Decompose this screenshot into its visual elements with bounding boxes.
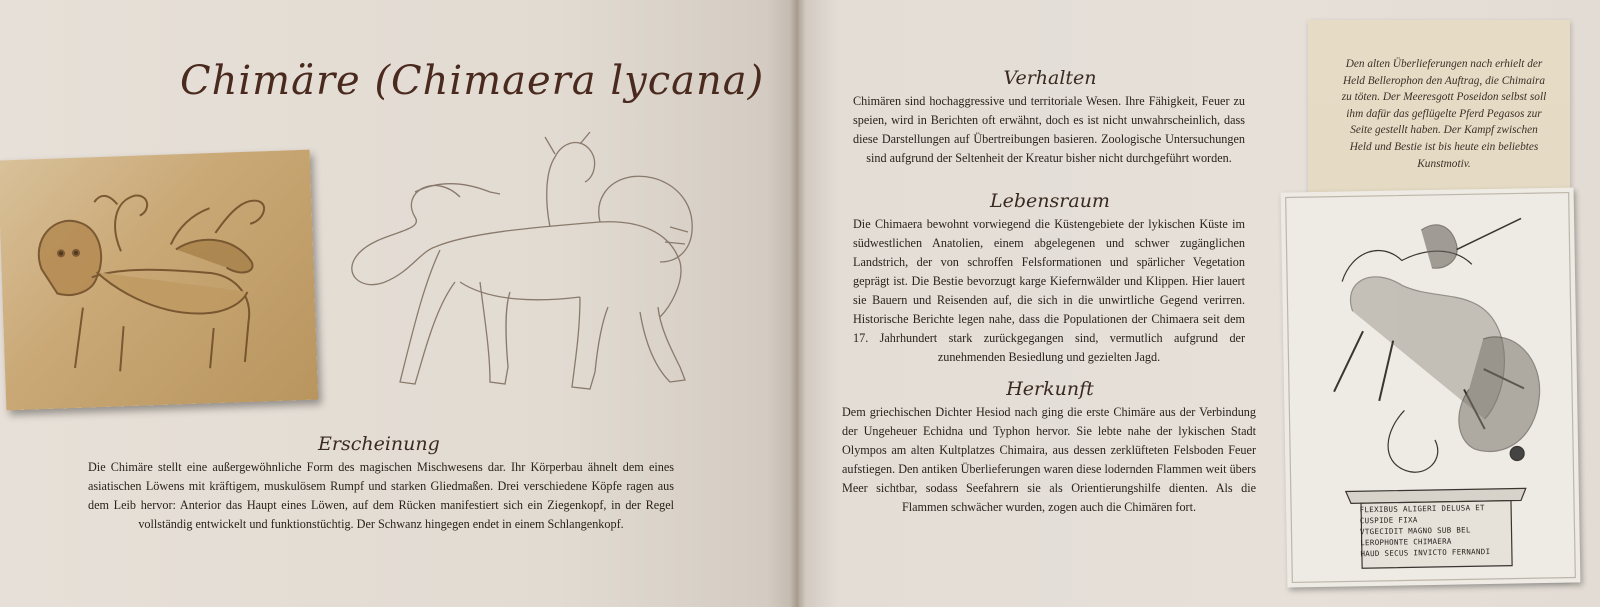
sidebar-note: Den alten Überlieferungen nach erhielt der Held Bellerophon den Auftrag, die Chimaira zu töten. Der Meeresgott Poseidon selbst soll ihm dafür das geflügelte Pferd Pegasos zur Seite gestellt haben. Der Kampf zwischen Held und Bestie ist bis heute ein beliebtes Kunstmotiv. xyxy=(1341,58,1547,170)
chimera-pencil-sketch xyxy=(340,132,720,412)
heading-herkunft: Herkunft xyxy=(1006,378,1094,400)
chimera-sketch-drawing xyxy=(340,132,720,412)
book-gutter xyxy=(790,0,806,607)
text-verhalten: Chimären sind hochaggressive und territoriale Wesen. Ihre Fähigkeit, Feuer zu speien, wird in Berichten oft erwähnt, doch es ist nicht unwahrscheinlich, dass diese Darstellungen auf Übertreibungen basieren. Zoologische Untersuchungen sind aufgrund der Seltenheit der Kreatur bisher nicht durchgeführt worden. xyxy=(853,94,1245,165)
heading-lebensraum: Lebensraum xyxy=(990,190,1110,212)
inscription-line: FLEXIBUS ALIGERI DELUSA ET xyxy=(1359,503,1485,515)
heading-erscheinung: Erscheinung xyxy=(318,433,440,455)
page-title: Chimäre (Chimaera lycana) xyxy=(180,58,765,104)
inscription-line: CUSPIDE FIXA xyxy=(1359,515,1418,526)
inscription-line: VTGECIDIT MAGNO SUB BEL xyxy=(1359,525,1471,537)
text-lebensraum: Die Chimaera bewohnt vorwiegend die Küstengebiete der lykischen Küste im südwestlichen Anatolien, einem abgelegenen und schwer zugänglichen Landstrich, der von schroffen Felsformationen und spärlicher Vegetation geprägt ist. Die Bestie bevorzugt karge Kiefernwälder und Klippen. Hier lauert sie Bauern und Reisenden auf, die sich in die unwirtliche Gegend verirren. Historische Berichte legen nahe, dass die Populationen der Chimaera seit dem 17. Jahrhundert stark zurückgegangen sind, vermutlich aufgrund der zunehmenden Besiedlung und gezielten Jagd. xyxy=(853,217,1245,364)
heading-verhalten: Verhalten xyxy=(1003,67,1097,89)
text-erscheinung: Die Chimäre stellt eine außergewöhnliche Form des magischen Mischwesens dar. Ihr Körperbau ähnelt dem eines asiatischen Löwens mit kräftigem, muskulösem Rumpf und starken Gliedmaßen. Drei verschiedene Köpfe ragen aus dem Leib hervor: Anterior das Haupt eines Löwen, auf dem Rücken manifestiert sich ein Ziegenkopf, in der Regel vollständig entwickelt und funktionstüchtig. Der Schwanz hingegen endet in einem Schlangenkopf. xyxy=(88,460,674,531)
inscription-line: HAUD SECUS INVICTO FERNANDI xyxy=(1360,547,1491,559)
inscription-line: LEROPHONTE CHIMAERA xyxy=(1360,536,1452,548)
text-herkunft: Dem griechischen Dichter Hesiod nach ging die erste Chimäre aus der Verbindung der Ungeheuer Echidna und Typhon hervor. Sie lebte nahe der lykischen Stadt Olympos am alten Kultplatzes Chimaira, aus dessen zerklüfteten Felsboden Feuer aufstiegen. Den antiken Überlieferungen waren diese lodernden Flammen weit übers Meer sichtbar, sodass Seefahrern sie als Orientierungshilfe dienten. Als die Flammen schwächer wurden, zogen auch die Chimären fort. xyxy=(842,405,1256,514)
engraving-inscription xyxy=(1360,502,1511,560)
chimera-sepia-drawing xyxy=(0,150,318,411)
chimera-sepia-illustration xyxy=(0,150,318,411)
